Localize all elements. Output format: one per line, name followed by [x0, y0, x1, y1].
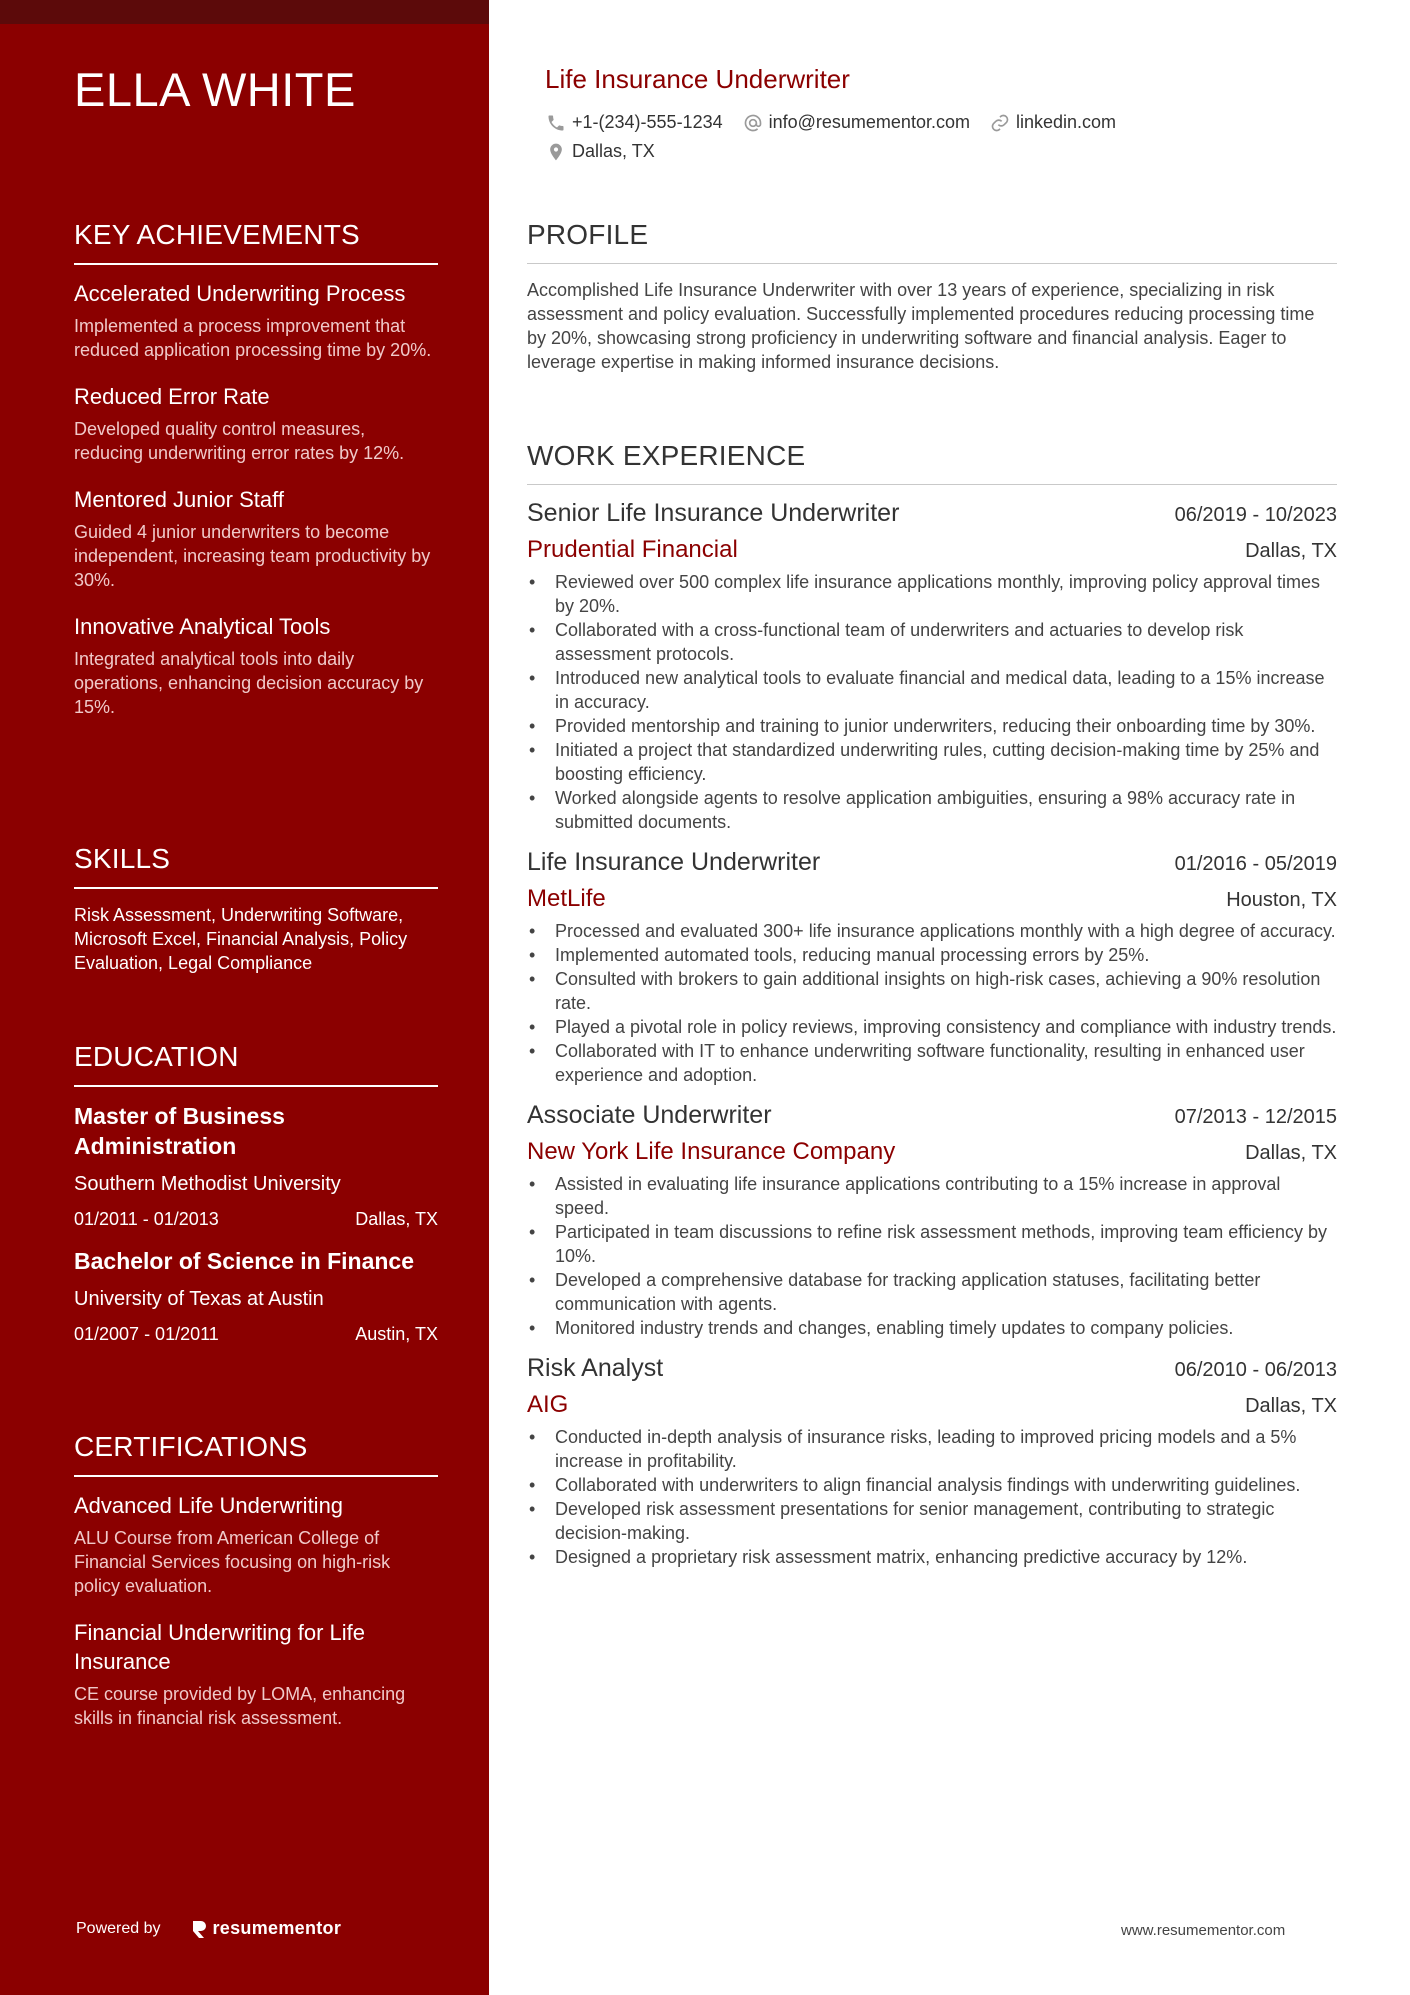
job-bullet: • Assisted in evaluating life insurance applications contributing to a 15% increase in approval speed.	[527, 1172, 1337, 1220]
phone-icon	[546, 113, 566, 133]
sidebar-top-bar	[0, 0, 489, 24]
job-company: AIG	[527, 1391, 569, 1418]
certifications-section	[74, 1431, 438, 1750]
sidebar	[0, 0, 489, 1995]
achievement-item	[74, 485, 438, 592]
powered-by	[76, 1918, 341, 1939]
certifications-heading: CERTIFICATIONS	[74, 1431, 438, 1477]
job-bullet: • Conducted in-depth analysis of insurance risks, leading to improved pricing models and a 5% increase in profitability.	[527, 1425, 1337, 1473]
job-role: Senior Life Insurance Underwriter	[527, 499, 900, 527]
job-bullet: • Collaborated with IT to enhance underwriting software functionality, resulting in enhanced user experience and adoption.	[527, 1039, 1337, 1087]
achievement-title: Reduced Error Rate	[74, 384, 270, 409]
phone-text: +1-(234)-555-1234	[572, 112, 723, 132]
job-entry	[527, 848, 1337, 1087]
job-bullet: • Initiated a project that standardized underwriting rules, cutting decision-making time by 25% and boosting efficiency.	[527, 738, 1337, 786]
job-role: Associate Underwriter	[527, 1101, 772, 1129]
at-sign-icon	[743, 113, 763, 133]
job-bullet: • Reviewed over 500 complex life insurance applications monthly, improving policy approval times by 20%.	[527, 570, 1337, 618]
education-heading: EDUCATION	[74, 1041, 438, 1087]
certification-desc: ALU Course from American College of Financial Services focusing on high-risk policy evaluation.	[74, 1528, 391, 1596]
job-company: Prudential Financial	[527, 536, 738, 563]
achievement-item	[74, 279, 438, 362]
skills-section	[74, 843, 438, 975]
profile-heading: PROFILE	[527, 219, 1337, 264]
job-bullet: • Played a pivotal role in policy reviews, improving consistency and compliance with industry trends.	[527, 1015, 1337, 1039]
job-bullet: • Processed and evaluated 300+ life insurance applications monthly with a high degree of accuracy.	[527, 919, 1337, 943]
contact-linkedin[interactable]	[990, 112, 1116, 133]
achievement-desc: Integrated analytical tools into daily operations, enhancing decision accuracy by 15%.	[74, 649, 424, 717]
education-section	[74, 1041, 438, 1361]
job-bullet: • Introduced new analytical tools to evaluate financial and medical data, leading to a 15% increase in accuracy.	[527, 666, 1337, 714]
job-entry	[527, 1101, 1337, 1340]
job-bullets	[527, 919, 1337, 1087]
achievement-title: Innovative Analytical Tools	[74, 614, 331, 639]
job-dates: 06/2010 - 06/2013	[1174, 1359, 1337, 1381]
contact-location	[546, 141, 655, 162]
profile-section	[527, 219, 1337, 374]
job-dates: 07/2013 - 12/2015	[1174, 1106, 1337, 1128]
achievement-title: Mentored Junior Staff	[74, 487, 284, 512]
achievement-desc: Implemented a process improvement that reduced application processing time by 20%.	[74, 316, 432, 360]
education-location: Austin, TX	[355, 1324, 438, 1344]
achievement-desc: Developed quality control measures, reducing underwriting error rates by 12%.	[74, 419, 405, 463]
link-icon	[990, 113, 1010, 133]
education-item	[74, 1246, 438, 1345]
job-bullet: • Monitored industry trends and changes, enabling timely updates to company policies.	[527, 1316, 1337, 1340]
email-text: info@resumementor.com	[768, 112, 970, 132]
job-location: Dallas, TX	[1245, 1395, 1337, 1417]
job-bullet: • Worked alongside agents to resolve application ambiguities, ensuring a 98% accuracy rate in submitted documents.	[527, 786, 1337, 834]
job-location: Dallas, TX	[1245, 540, 1337, 562]
education-item	[74, 1101, 438, 1230]
skills-heading: SKILLS	[74, 843, 438, 889]
job-bullets	[527, 570, 1337, 834]
certification-item	[74, 1618, 438, 1730]
job-bullets	[527, 1172, 1337, 1340]
achievement-item	[74, 612, 438, 719]
job-bullet: • Provided mentorship and training to junior underwriters, reducing their onboarding time by 30%.	[527, 714, 1337, 738]
resumementor-logo-icon	[191, 1919, 207, 1939]
education-location: Dallas, TX	[355, 1209, 438, 1229]
job-location: Dallas, TX	[1245, 1142, 1337, 1164]
job-location: Houston, TX	[1226, 889, 1337, 911]
footer-website-link[interactable]: www.resumementor.com	[1121, 1922, 1286, 1939]
profile-summary: Accomplished Life Insurance Underwriter with over 13 years of experience, specializing in risk assessment and policy evaluation. Successfully implemented procedures reducing processing time by 20%, showcasing strong proficiency in underwriting software and financial analysis. Eager to leverage expertise in making informed insurance decisions.	[527, 280, 1315, 372]
education-dates: 01/2011 - 01/2013	[74, 1209, 219, 1229]
job-bullet: • Developed a comprehensive database for tracking application statuses, facilitating better communication with agents.	[527, 1268, 1337, 1316]
contact-email[interactable]	[743, 112, 970, 133]
contact-info	[546, 112, 1116, 170]
candidate-name: ELLA WHITE	[74, 63, 356, 116]
brand-name: resumementor	[212, 1918, 342, 1938]
job-bullets	[527, 1425, 1337, 1569]
job-entry	[527, 1354, 1337, 1569]
job-company: New York Life Insurance Company	[527, 1138, 896, 1165]
job-role: Risk Analyst	[527, 1354, 664, 1382]
experience-heading: WORK EXPERIENCE	[527, 440, 1337, 485]
education-school: Southern Methodist University	[74, 1173, 341, 1195]
location-text: Dallas, TX	[572, 141, 655, 161]
experience-section	[527, 440, 1337, 1583]
location-pin-icon	[546, 142, 566, 162]
job-bullet: • Consulted with brokers to gain additional insights on high-risk cases, achieving a 90% resolution rate.	[527, 967, 1337, 1015]
education-dates: 01/2007 - 01/2011	[74, 1324, 219, 1344]
certification-title: Financial Underwriting for Life Insurance	[74, 1620, 366, 1674]
linkedin-text: linkedin.com	[1015, 112, 1117, 132]
job-entry	[527, 499, 1337, 834]
certification-desc: CE course provided by LOMA, enhancing skills in financial risk assessment.	[74, 1684, 406, 1728]
education-school: University of Texas at Austin	[74, 1288, 324, 1310]
job-role: Life Insurance Underwriter	[527, 848, 821, 876]
achievements-heading: KEY ACHIEVEMENTS	[74, 219, 438, 265]
contact-phone[interactable]	[546, 112, 723, 133]
powered-by-label: Powered by	[76, 1919, 161, 1937]
certification-title: Advanced Life Underwriting	[74, 1493, 344, 1518]
achievement-title: Accelerated Underwriting Process	[74, 281, 406, 306]
job-dates: 06/2019 - 10/2023	[1174, 504, 1337, 526]
job-bullet: • Participated in team discussions to refine risk assessment methods, improving team efficiency by 10%.	[527, 1220, 1337, 1268]
job-bullet: • Collaborated with underwriters to align financial analysis findings with underwriting guidelines.	[527, 1473, 1337, 1497]
skills-list: Risk Assessment, Underwriting Software, Microsoft Excel, Financial Analysis, Policy Evaluation, Legal Compliance	[74, 905, 408, 973]
brand-logo[interactable]	[191, 1918, 342, 1939]
job-company: MetLife	[527, 885, 606, 912]
achievements-section	[74, 219, 438, 739]
education-degree: Master of Business Administration	[74, 1103, 285, 1159]
job-dates: 01/2016 - 05/2019	[1174, 853, 1337, 875]
achievement-desc: Guided 4 junior underwriters to become independent, increasing team productivity by 30%.	[74, 522, 431, 590]
achievement-item	[74, 382, 438, 465]
certification-item	[74, 1491, 438, 1598]
job-bullet: • Collaborated with a cross-functional team of underwriters and actuaries to develop risk assessment protocols.	[527, 618, 1337, 666]
headline-title: Life Insurance Underwriter	[545, 64, 850, 94]
job-bullet: • Implemented automated tools, reducing manual processing errors by 25%.	[527, 943, 1337, 967]
job-bullet: • Developed risk assessment presentations for senior management, contributing to strategic decision-making.	[527, 1497, 1337, 1545]
job-bullet: • Designed a proprietary risk assessment matrix, enhancing predictive accuracy by 12%.	[527, 1545, 1337, 1569]
education-degree: Bachelor of Science in Finance	[74, 1248, 414, 1274]
